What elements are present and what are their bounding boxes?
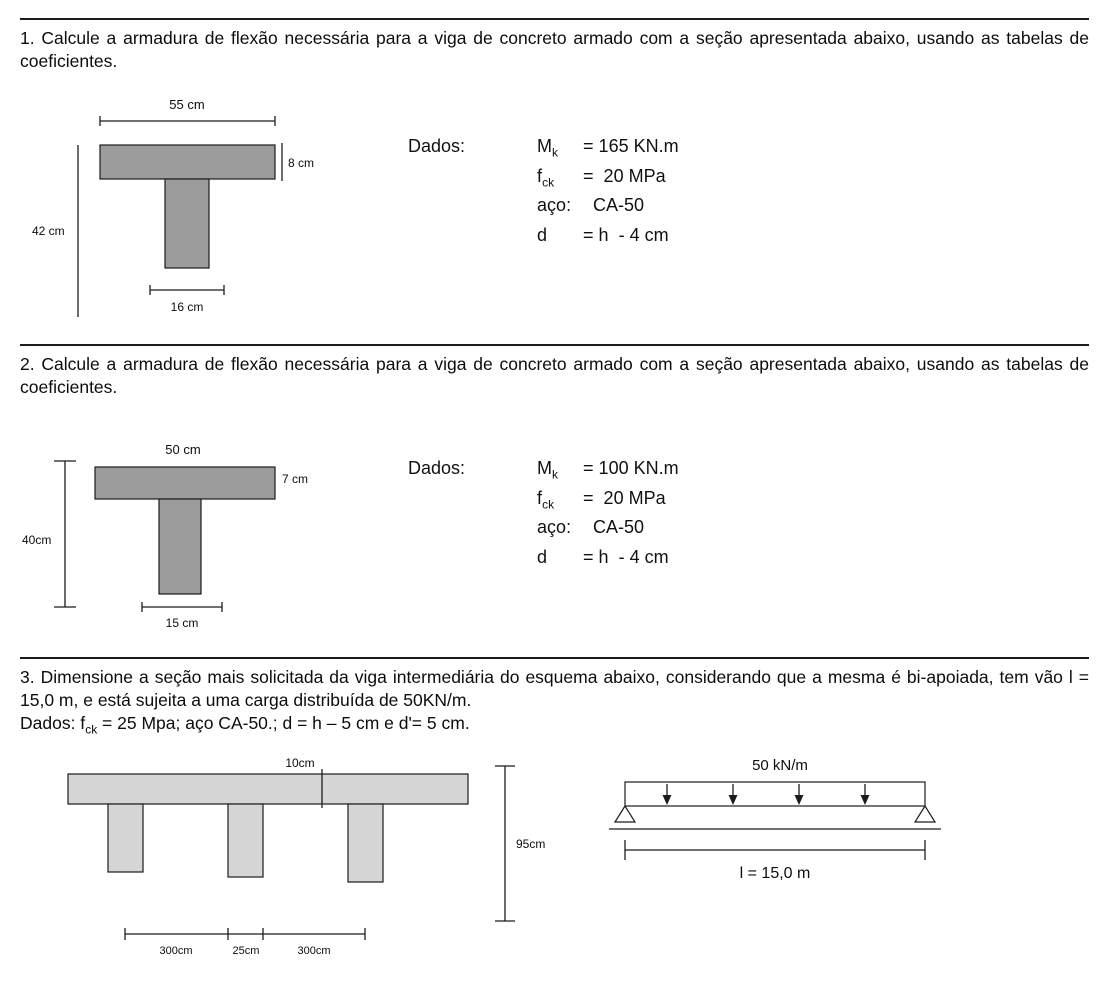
dados-text-part1: Dados: f (20, 713, 86, 733)
dados-symbol-sub: ck (542, 175, 555, 190)
dados-symbol-base: aço: (537, 517, 572, 538)
flange-width-label: 55 cm (169, 97, 205, 112)
dados-symbol-base: aço: (537, 195, 572, 216)
dados-row (537, 487, 679, 517)
load-region-rect (625, 782, 925, 806)
dados-symbol (537, 516, 583, 546)
flange-rect (100, 145, 275, 179)
dados-row (537, 546, 679, 576)
problem-1 (20, 27, 1089, 328)
dados-value: = 100 KN.m (583, 458, 679, 478)
dados-value: = h - 4 cm (583, 224, 669, 245)
beam-load-diagram (595, 756, 955, 911)
dados-symbol (537, 546, 583, 576)
dados-block-2 (408, 441, 679, 575)
total-height-label: 42 cm (32, 224, 65, 238)
dados-symbol-sub: k (552, 467, 559, 482)
flange-thickness-label: 8 cm (288, 156, 315, 170)
section-divider (20, 657, 1089, 659)
total-height-label: 95cm (516, 836, 546, 851)
problem-2-content-row (20, 441, 1089, 641)
dados-text-sub: ck (85, 722, 98, 737)
problem-2 (20, 353, 1089, 641)
rib-rect (228, 804, 263, 877)
dados-symbol-base: M (537, 136, 553, 156)
slab-thickness-label: 10cm (285, 755, 315, 770)
web-width-label: 15 cm (165, 616, 199, 630)
dados-row (537, 516, 679, 546)
load-arrow (795, 784, 804, 805)
dados-values (537, 135, 679, 253)
dados-symbol (537, 487, 583, 517)
dados-row (537, 457, 679, 487)
web-width-label: 16 cm (170, 300, 204, 314)
problem-3-dados-line (20, 712, 1089, 742)
dados-label: Dados: (408, 136, 466, 156)
dados-symbol-sub: k (552, 145, 559, 160)
flange-thickness-label: 7 cm (282, 472, 309, 486)
dados-symbol-base: d (537, 224, 548, 245)
load-arrow (663, 784, 672, 805)
slab-rect (68, 774, 468, 804)
problem-1-statement: 1. Calcule a armadura de flexão necessária para a viga de concreto armado com a seção apresentada abaixo, usando as tabelas de coeficientes. (20, 28, 1089, 71)
dados-symbol (537, 224, 583, 254)
problem-3-content-row (50, 756, 1089, 961)
dados-value: = 165 KN.m (583, 136, 679, 156)
dados-symbol (537, 194, 583, 224)
rib-rect (348, 804, 383, 882)
section-divider (20, 344, 1089, 346)
dados-value: CA-50 (583, 195, 645, 216)
problem-1-content-row (20, 93, 1089, 328)
t-beam-section-diagram-1 (20, 93, 330, 328)
ribbed-slab-section-diagram (50, 756, 555, 961)
pin-support-right (915, 806, 935, 822)
dados-row (537, 165, 679, 195)
flange-width-label: 50 cm (165, 442, 201, 457)
load-arrow (729, 784, 738, 805)
dados-symbol (537, 135, 583, 165)
span-length-label: l = 15,0 m (739, 864, 811, 882)
rib-rect (108, 804, 143, 872)
dados-symbol-base: f (537, 165, 543, 186)
distributed-load-label: 50 kN/m (752, 756, 808, 774)
rib-spacing-right-label: 300cm (297, 944, 331, 957)
dados-symbol-base: d (537, 546, 548, 567)
dados-symbol-base: M (537, 458, 553, 478)
total-height-label: 40cm (22, 533, 52, 547)
problem-2-statement: 2. Calcule a armadura de flexão necessária para a viga de concreto armado com a seção apresentada abaixo, usando as tabelas de coeficientes. (20, 354, 1089, 397)
dados-block-1 (408, 93, 679, 253)
flange-rect (95, 467, 275, 499)
dados-symbol (537, 165, 583, 195)
rib-width-label: 25cm (232, 944, 260, 957)
pin-support-left (615, 806, 635, 822)
dados-value: = h - 4 cm (583, 546, 669, 567)
dados-symbol-base: f (537, 487, 543, 508)
dados-value: CA-50 (583, 517, 645, 538)
dados-row (537, 135, 679, 165)
dados-symbol (537, 457, 583, 487)
rib-spacing-left-label: 300cm (159, 944, 193, 957)
dados-row (537, 194, 679, 224)
dados-value: = 20 MPa (583, 165, 666, 186)
dados-value: = 20 MPa (583, 487, 666, 508)
problem-3-statement: 3. Dimensione a seção mais solicitada da viga intermediária do esquema abaixo, considerando que a mesma é bi-apoiada, tem vão l = 15,0 m, e está sujeita a uma carga distribuída de 50KN/m. (20, 667, 1089, 710)
web-rect (159, 499, 201, 594)
dados-text-part2: = 25 Mpa; aço CA-50.; d = h – 5 cm e d'= 5 cm. (97, 713, 470, 733)
load-arrow (861, 784, 870, 805)
t-beam-section-diagram-2 (20, 441, 330, 641)
dados-values (537, 457, 679, 575)
problem-3 (20, 666, 1089, 961)
spacer (465, 457, 537, 575)
dados-row (537, 224, 679, 254)
spacer (465, 135, 537, 253)
web-rect (165, 179, 209, 268)
dados-symbol-sub: ck (542, 497, 555, 512)
section-divider-top (20, 18, 1089, 20)
dados-label: Dados: (408, 458, 466, 478)
